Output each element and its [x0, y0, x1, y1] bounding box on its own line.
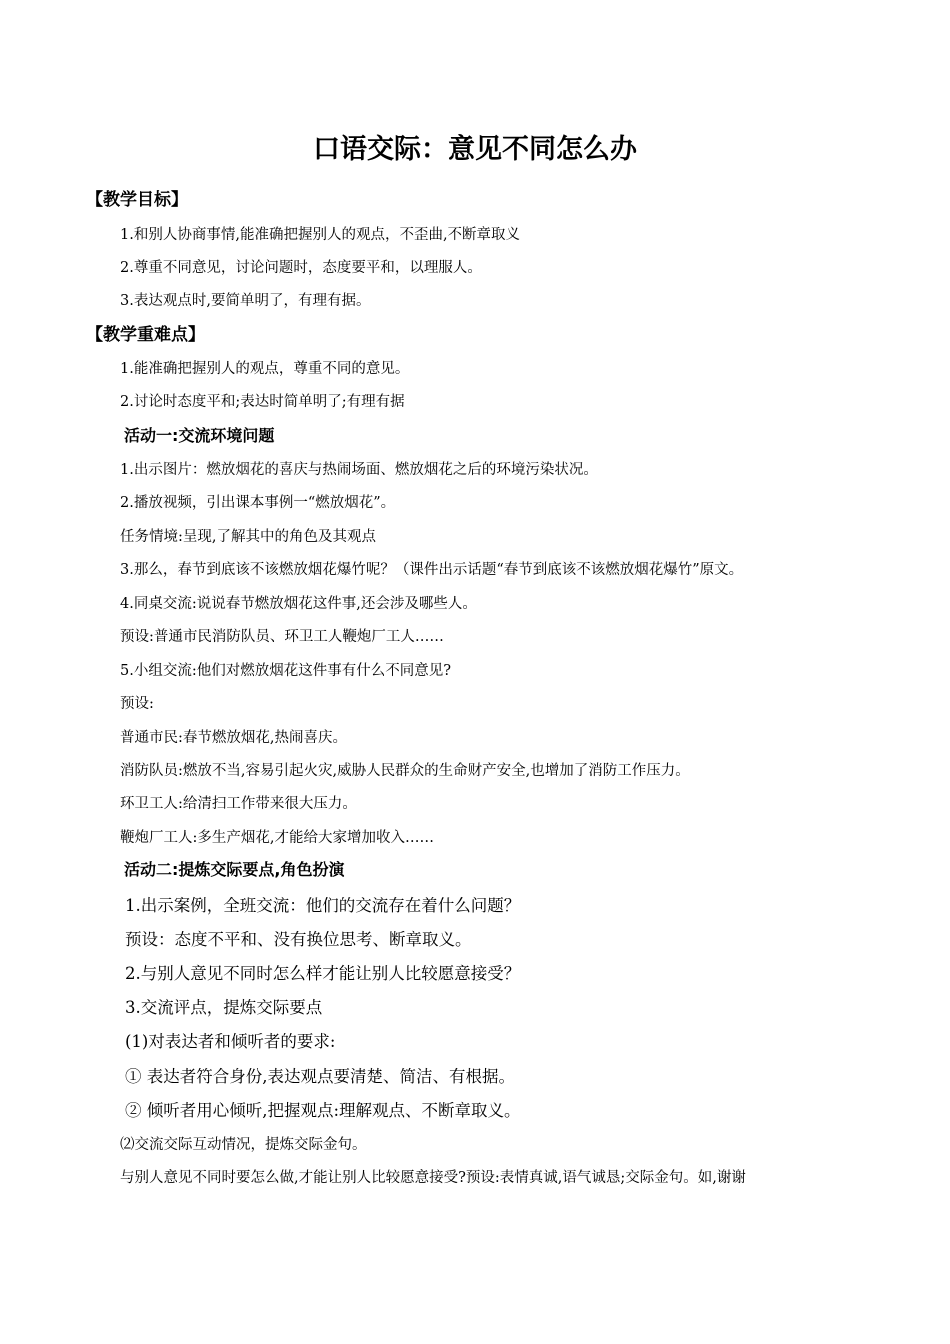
- key-points-heading: 【教学重难点】: [86, 325, 205, 345]
- activity2-tail-item: ⑵交流交际互动情况，提炼交际金句。: [120, 1137, 367, 1153]
- activity1-item: 2.播放视频，引出课本事例一“燃放烟花”。: [120, 495, 396, 511]
- activity2-heading: 活动二:提炼交际要点,角色扮演: [124, 860, 345, 879]
- objective-item: 2.尊重不同意见，讨论问题时，态度要平和，以理服人。: [120, 260, 482, 276]
- activity1-item: 任务情境:呈现,了解其中的角色及其观点: [120, 529, 376, 545]
- activity1-heading: 活动一:交流环境问题: [124, 426, 275, 445]
- activity2-tail-item: 与别人意见不同时要怎么做,才能让别人比较愿意接受?预设:表情真诚,语气诚恳;交际金句。如,谢谢: [120, 1170, 746, 1186]
- activity1-item: 5.小组交流:他们对燃放烟花这件事有什么不同意见?: [120, 663, 451, 679]
- activity1-item: 消防队员:燃放不当,容易引起火灾,威胁人民群众的生命财产安全,也增加了消防工作压力。: [120, 763, 690, 779]
- activity2-item: 预设：态度不平和、没有换位思考、断章取义。: [125, 930, 472, 949]
- key-point-item: 2.讨论时态度平和;表达时简单明了;有理有据: [120, 394, 405, 410]
- activity1-item: 预设:: [120, 696, 154, 712]
- activity2-item: 1.出示案例，全班交流：他们的交流存在着什么问题？: [125, 896, 521, 915]
- activity1-item: 3.那么，春节到底该不该燃放烟花爆竹呢？（课件出示话题“春节到底该不该燃放烟花爆竹”原文。: [120, 562, 744, 578]
- objective-item: 3.表达观点时,要简单明了，有理有据。: [120, 293, 371, 309]
- activity2-item: ① 表达者符合身份,表达观点要清楚、简洁、有根据。: [125, 1067, 515, 1086]
- page-title: 口语交际：意见不同怎么办: [313, 134, 637, 165]
- activity1-item: 普通市民:春节燃放烟花,热闹喜庆。: [120, 730, 347, 746]
- objective-item: 1.和别人协商事情,能准确把握别人的观点，不歪曲,不断章取义: [120, 227, 521, 243]
- activity2-item: ② 倾听者用心倾听,把握观点:理解观点、不断章取义。: [125, 1101, 521, 1120]
- activity2-item: (1)对表达者和倾听者的要求:: [125, 1032, 336, 1051]
- objectives-heading: 【教学目标】: [86, 190, 188, 210]
- activity1-item: 预设:普通市民消防队员、环卫工人鞭炮厂工人……: [120, 629, 444, 645]
- activity2-item: 2.与别人意见不同时怎么样才能让别人比较愿意接受？: [125, 964, 521, 983]
- activity2-item: 3.交流评点，提炼交际要点: [125, 998, 323, 1017]
- activity1-item: 环卫工人:给清扫工作带来很大压力。: [120, 796, 357, 812]
- activity1-item: 鞭炮厂工人:多生产烟花,才能给大家增加收入……: [120, 830, 434, 846]
- activity1-item: 1.出示图片：燃放烟花的喜庆与热闹场面、燃放烟花之后的环境污染状况。: [120, 462, 598, 478]
- key-point-item: 1.能准确把握别人的观点，尊重不同的意见。: [120, 361, 410, 377]
- activity1-item: 4.同桌交流:说说春节燃放烟花这件事,还会涉及哪些人。: [120, 596, 477, 612]
